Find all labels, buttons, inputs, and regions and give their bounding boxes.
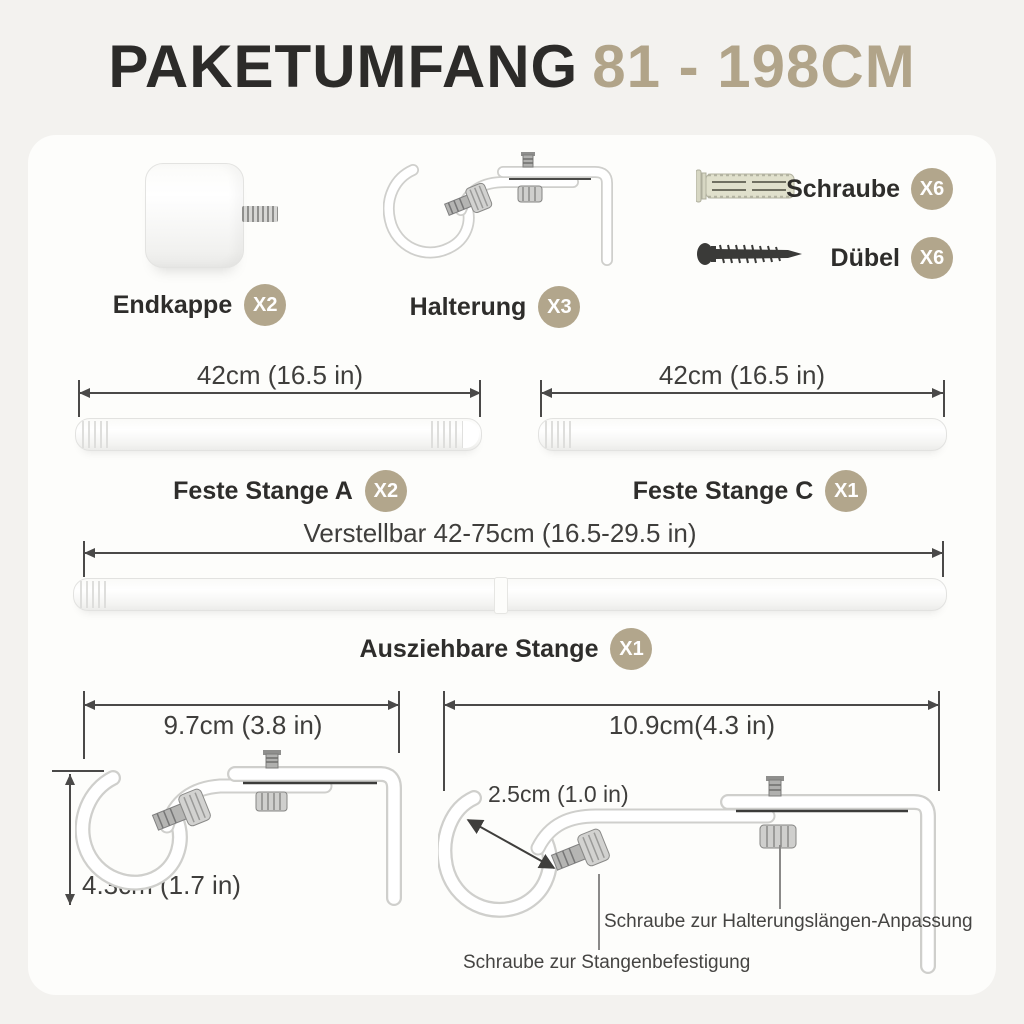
rod-thread-right xyxy=(431,421,457,448)
dim-tick xyxy=(540,380,542,417)
rod-thread-left xyxy=(80,581,106,608)
bracket-small-illustration xyxy=(383,152,623,277)
endcap-illustration xyxy=(145,163,244,268)
bracket-right-hook-dim: 2.5cm (1.0 in) xyxy=(488,781,629,807)
rod-end-cap xyxy=(462,421,479,448)
endkappe-label: Endkappe xyxy=(112,290,233,319)
duebel-label-row xyxy=(831,237,953,279)
stange-a-label-row xyxy=(130,470,450,512)
note-pointer-line xyxy=(779,845,781,909)
duebel-label: Dübel xyxy=(830,243,900,272)
knurled-nut xyxy=(256,792,287,811)
ausziehbar-qty-badge: X1 xyxy=(610,628,652,670)
bracket-right-illustration xyxy=(438,768,943,980)
top-adjust-screw xyxy=(263,750,281,768)
halterung-label-row xyxy=(385,286,605,328)
endcap-screw-thread xyxy=(242,206,278,222)
top-adjust-screw xyxy=(521,152,535,167)
dim-tick xyxy=(942,541,944,577)
ausziehbar-label-row xyxy=(346,628,666,670)
dim-tick xyxy=(398,691,400,753)
ausziehbar-dim-arrow xyxy=(84,552,943,554)
rod-c-illustration xyxy=(538,418,947,451)
stange-c-qty-badge: X1 xyxy=(825,470,867,512)
stange-c-dim-arrow xyxy=(541,392,943,394)
halterung-label: Halterung xyxy=(409,292,527,321)
title-range: 81 - 198CM xyxy=(592,33,916,100)
ausziehbar-dimension: Verstellbar 42-75cm (16.5-29.5 in) xyxy=(303,518,697,548)
bracket-left-height-dim: 4.3cm (1.7 in) xyxy=(82,870,241,900)
note-length-screw: Schraube zur Halterungslängen-Anpassung xyxy=(604,911,973,932)
halterung-qty-badge: X3 xyxy=(538,286,580,328)
dim-tick xyxy=(78,380,80,417)
schraube-label: Schraube xyxy=(786,174,900,203)
endkappe-label-row xyxy=(87,284,312,326)
bracket-left-height-arrow xyxy=(69,774,71,905)
note-rod-screw: Schraube zur Stangenbefestigung xyxy=(463,952,751,973)
knurled-nut xyxy=(518,186,542,202)
rod-joint-collar xyxy=(494,577,508,614)
note-pointer-line xyxy=(598,874,600,950)
bracket-left-width-arrow xyxy=(84,704,399,706)
bracket-right-width-arrow xyxy=(444,704,939,706)
knurled-nut xyxy=(760,825,796,848)
telescopic-rod-illustration xyxy=(73,578,947,611)
dim-tick xyxy=(479,380,481,417)
stange-a-qty-badge: X2 xyxy=(365,470,407,512)
top-adjust-screw xyxy=(766,776,784,796)
stange-c-dimension: 42cm (16.5 in) xyxy=(658,360,826,390)
stange-a-dimension: 42cm (16.5 in) xyxy=(196,360,364,390)
endkappe-qty-badge: X2 xyxy=(244,284,286,326)
rod-thread-left xyxy=(82,421,108,448)
screw-illustration xyxy=(696,240,804,268)
bracket-left-illustration xyxy=(75,748,410,920)
schraube-qty-badge: X6 xyxy=(911,168,953,210)
duebel-qty-badge: X6 xyxy=(911,237,953,279)
bracket-arm xyxy=(538,816,768,848)
thumb-screw xyxy=(548,828,610,879)
stange-c-label-row xyxy=(600,470,900,512)
ausziehbar-label: Ausziehbare Stange xyxy=(359,634,599,663)
bracket-right-width-dim: 10.9cm(4.3 in) xyxy=(608,710,776,740)
page-title xyxy=(0,32,1024,101)
bracket-wall-plate xyxy=(728,802,928,966)
bracket-left-width-dim: 9.7cm (3.8 in) xyxy=(163,710,323,740)
dim-tick xyxy=(83,541,85,577)
rod-a-illustration xyxy=(75,418,482,451)
stange-c-label: Feste Stange C xyxy=(632,476,814,505)
stange-a-dim-arrow xyxy=(79,392,481,394)
dim-tick xyxy=(943,380,945,417)
schraube-label-row xyxy=(786,168,953,210)
title-text: PAKETUMFANG xyxy=(108,33,579,100)
wall-anchor-illustration xyxy=(696,166,800,206)
rod-thread-left xyxy=(545,421,571,448)
stange-a-label: Feste Stange A xyxy=(173,476,353,505)
